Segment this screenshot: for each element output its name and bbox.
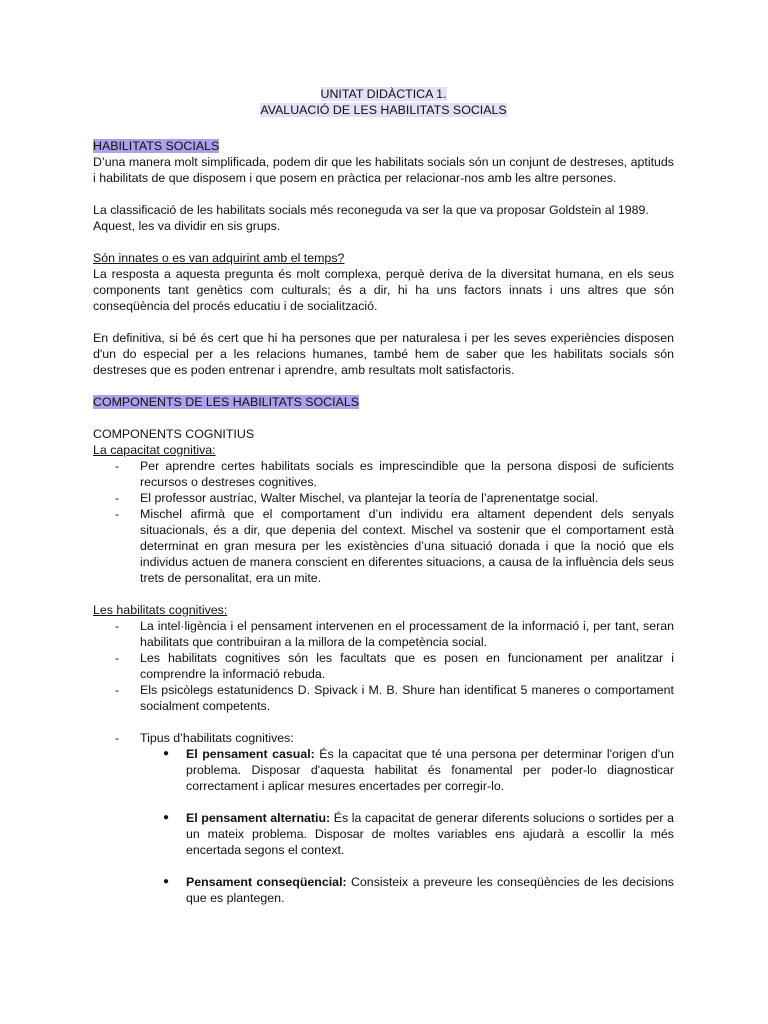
- list-item: [93, 618, 674, 650]
- bullet-marker: ●: [163, 812, 170, 823]
- paragraph-answer: La resposta a aquesta pregunta és molt complexa, perquè deriva de la diversitat humana, en els seus components tant genètics com culturals; és a dir, hi ha uns factors innats i uns altres que són conseqüència del procés educatiu i de socialització.: [93, 267, 674, 313]
- list-item: [93, 682, 674, 714]
- subheading-components-cognitius: COMPONENTS COGNITIUS: [93, 427, 255, 441]
- bullet-marker: ●: [163, 748, 170, 759]
- bullet-marker: ●: [163, 876, 170, 887]
- bullet-term: Pensament conseqüencial:: [186, 875, 347, 889]
- bullet-text: És la capacitat que té una persona per determinar l'origen d'un problema. Disposar d'aquesta habilitat és fonamental per poder-lo diagnosticar correctament i aplicar mesures encertades per corregir-lo.: [186, 747, 674, 793]
- title-line-1: UNITAT DIDÀCTICA 1.: [320, 87, 447, 101]
- dash-marker: -: [115, 619, 120, 633]
- list-item-text: Per aprendre certes habilitats socials es imprescindible que la persona disposi de suficients recursos o destreses cognitives.: [140, 459, 674, 489]
- paragraph-classification-line-1: La classificació de les habilitats socials més reconeguda va ser la que va proposar Goldstein al 1989.: [93, 203, 649, 217]
- list-item-text: Les habilitats cognitives són les facultats que es posen en funcionament per analitzar i comprendre la informació rebuda.: [140, 651, 674, 681]
- section-heading-text: HABILITATS SOCIALS: [93, 139, 220, 153]
- list-item: [93, 730, 674, 746]
- paragraph-classification-line-2: Aquest, les va dividir en sis grups.: [93, 219, 281, 233]
- bullet-item: [93, 874, 674, 906]
- list-item: [93, 506, 674, 586]
- label-habilitats-cognitives: Les habilitats cognitives:: [93, 603, 228, 617]
- tipus-bullets: [93, 874, 674, 906]
- list-item: [93, 650, 674, 682]
- list-item-text: Mischel afirmà que el comportament d’un individu era altament dependent dels senyals situacionals, és a dir, que depenia del context. Mischel va sostenir que el comportament està determinat en gran mesura per les existències d’una situació donada i que la noció que els individus actuen de manera conscient en diferentes situacions, a causa de la influència dels seus trets de personalitat, era un mite.: [140, 507, 674, 585]
- question-heading: Són innates o es van adquirint amb el temps?: [93, 251, 345, 265]
- dash-marker: -: [115, 683, 120, 697]
- list-item: [93, 458, 674, 490]
- capacitat-list: [93, 458, 674, 586]
- document-title: [93, 86, 674, 118]
- bullet-term: El pensament alternatiu:: [186, 811, 331, 825]
- list-item-text: El professor austríac, Walter Mischel, va plantejar la teoría de l’aprenentatge social.: [140, 491, 599, 505]
- document-content: [93, 86, 674, 906]
- list-item-text: Els psicòlegs estatunidencs D. Spivack i M. B. Shure han identificat 5 maneres o comportament socialment competents.: [140, 683, 674, 713]
- dash-marker: -: [115, 507, 120, 521]
- dash-marker: -: [115, 651, 120, 665]
- bullet-item: [93, 810, 674, 858]
- tipus-bullets: [93, 810, 674, 858]
- paragraph-classification: [93, 202, 674, 234]
- bullet-item: [93, 746, 674, 794]
- section-heading-habilitats: [93, 138, 674, 154]
- bullet-text: Consisteix a preveure les conseqüències de les decisions que es plantegen.: [186, 875, 674, 905]
- list-item-text: Tipus d’habilitats cognitives:: [140, 731, 294, 745]
- paragraph-conclusion: En definitiva, si bé és cert que hi ha persones que per naturalesa i per les seves experiències disposen d'un do especial per a les relacions humanes, també hem de saber que les habilitats socials són destreses que es poden entrenar i aprendre, amb resultats molt satisfactoris.: [93, 331, 674, 377]
- list-item: [93, 490, 674, 506]
- title-line-2: AVALUACIÓ DE LES HABILITATS SOCIALS: [260, 103, 507, 117]
- habilitats-list: [93, 618, 674, 714]
- dash-marker: -: [115, 491, 120, 505]
- bullet-term: El pensament casual:: [186, 747, 315, 761]
- tipus-list: [93, 730, 674, 746]
- tipus-bullets: [93, 746, 674, 794]
- bullet-text: És la capacitat de generar diferents solucions o sortides per a un mateix problema. Disposar de moltes variables ens ajudarà a escollir la més encertada segons el context.: [186, 811, 675, 857]
- dash-marker: -: [115, 731, 120, 745]
- dash-marker: -: [115, 459, 120, 473]
- section-heading-components: [93, 394, 674, 410]
- section-heading-text: COMPONENTS DE LES HABILITATS SOCIALS: [93, 395, 359, 409]
- paragraph-definition: D’una manera molt simplificada, podem dir que les habilitats socials són un conjunt de destreses, aptituds i habilitats de que disposem i que posem en pràctica per relacionar-nos amb les altre persones.: [93, 155, 674, 185]
- list-item-text: La intel·ligència i el pensament intervenen en el processament de la informació i, per tant, seran habilitats que contribuiran a la millora de la competència social.: [140, 619, 674, 649]
- label-capacitat-cognitiva: La capacitat cognitiva:: [93, 443, 216, 457]
